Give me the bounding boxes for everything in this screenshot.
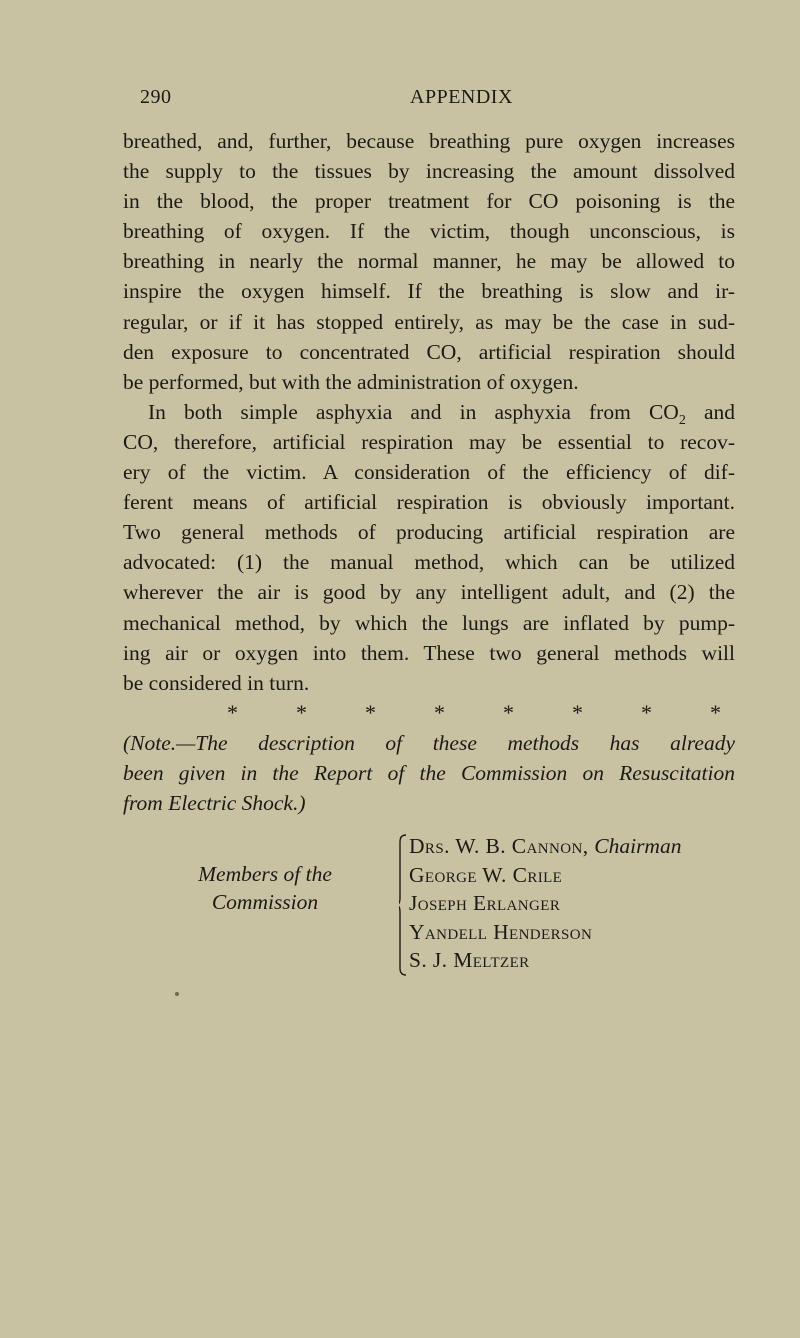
member-name: Joseph Erlanger [409, 891, 561, 915]
asterisk: * [572, 699, 583, 725]
body-text [123, 126, 735, 818]
running-head [123, 86, 735, 116]
text-line: advocated: (1) the manual method, which can be utilized [123, 550, 735, 575]
members-label-line: Commission [211, 890, 319, 914]
members-label [145, 860, 385, 916]
page-number: 290 [140, 86, 172, 108]
text-line: be considered in turn. [123, 670, 310, 695]
asterisk: * [710, 699, 721, 725]
text-line: Two general methods of producing artificial respiration are [123, 520, 735, 545]
page-title: APPENDIX [410, 86, 513, 108]
commission-names [409, 832, 681, 975]
chair-line [409, 832, 681, 861]
paragraph-2 [123, 397, 735, 698]
asterisk: * [365, 699, 376, 725]
chair-title: Chairman [594, 834, 682, 858]
text-line: breathing of oxygen. If the victim, though unconscious, is [123, 219, 735, 244]
text-fragment: In both simple asphyxia and in asphyxia from CO [148, 399, 679, 424]
text-line: breathing in nearly the normal manner, he may be allowed to [123, 249, 735, 274]
text-fragment: and [685, 399, 735, 424]
note-line: been given in the Report of the Commission on Resuscitation [123, 760, 735, 785]
note-line: (Note.—The description of these methods has already [123, 730, 735, 755]
note-line: from Electric Shock.) [123, 791, 306, 816]
text-line: mechanical method, by which the lungs are inflated by pump- [123, 610, 735, 635]
paragraph-1 [123, 126, 735, 397]
subscript: 2 [678, 412, 686, 428]
text-line: ing air or oxygen into them. These two general methods will [123, 640, 735, 665]
member-name: Yandell Henderson [409, 919, 593, 944]
text-line: inspire the oxygen himself. If the breathing is slow and ir- [123, 279, 735, 304]
members-label-line: Members of the [198, 862, 332, 886]
asterisk: * [641, 699, 652, 725]
text-line: ery of the victim. A consideration of the efficiency of dif- [123, 460, 735, 485]
section-break-asterisks [123, 698, 735, 728]
member-name: S. J. Meltzer [409, 948, 530, 972]
text-line: the supply to the tissues by increasing the amount dissolved [123, 159, 735, 184]
note-paragraph [123, 728, 735, 818]
text-line: breathed, and, further, because breathing pure oxygen increases [123, 129, 735, 153]
signature-block [123, 832, 735, 1002]
text-line: den exposure to concentrated CO, artificial respiration should [123, 339, 735, 364]
text-line: CO, therefore, artificial respiration may be essential to recov- [123, 429, 735, 454]
asterisk: * [503, 699, 514, 725]
ink-speck [175, 992, 179, 996]
member-name: George W. Crile [409, 862, 563, 887]
text-line [123, 397, 735, 427]
text-line: regular, or if it has stopped entirely, as may be the case in sud- [123, 309, 735, 334]
text-line: in the blood, the proper treatment for CO poisoning is the [123, 189, 735, 214]
asterisk: * [434, 699, 445, 725]
chair-name: Drs. W. B. Cannon, [409, 834, 595, 858]
text-line: be performed, but with the administration of oxygen. [123, 369, 579, 394]
asterisk: * [296, 699, 307, 725]
asterisk: * [227, 699, 238, 725]
brace-bracket [399, 834, 407, 976]
text-line: ferent means of artificial respiration is obviously important. [123, 490, 735, 515]
text-line: wherever the air is good by any intelligent adult, and (2) the [123, 580, 735, 605]
